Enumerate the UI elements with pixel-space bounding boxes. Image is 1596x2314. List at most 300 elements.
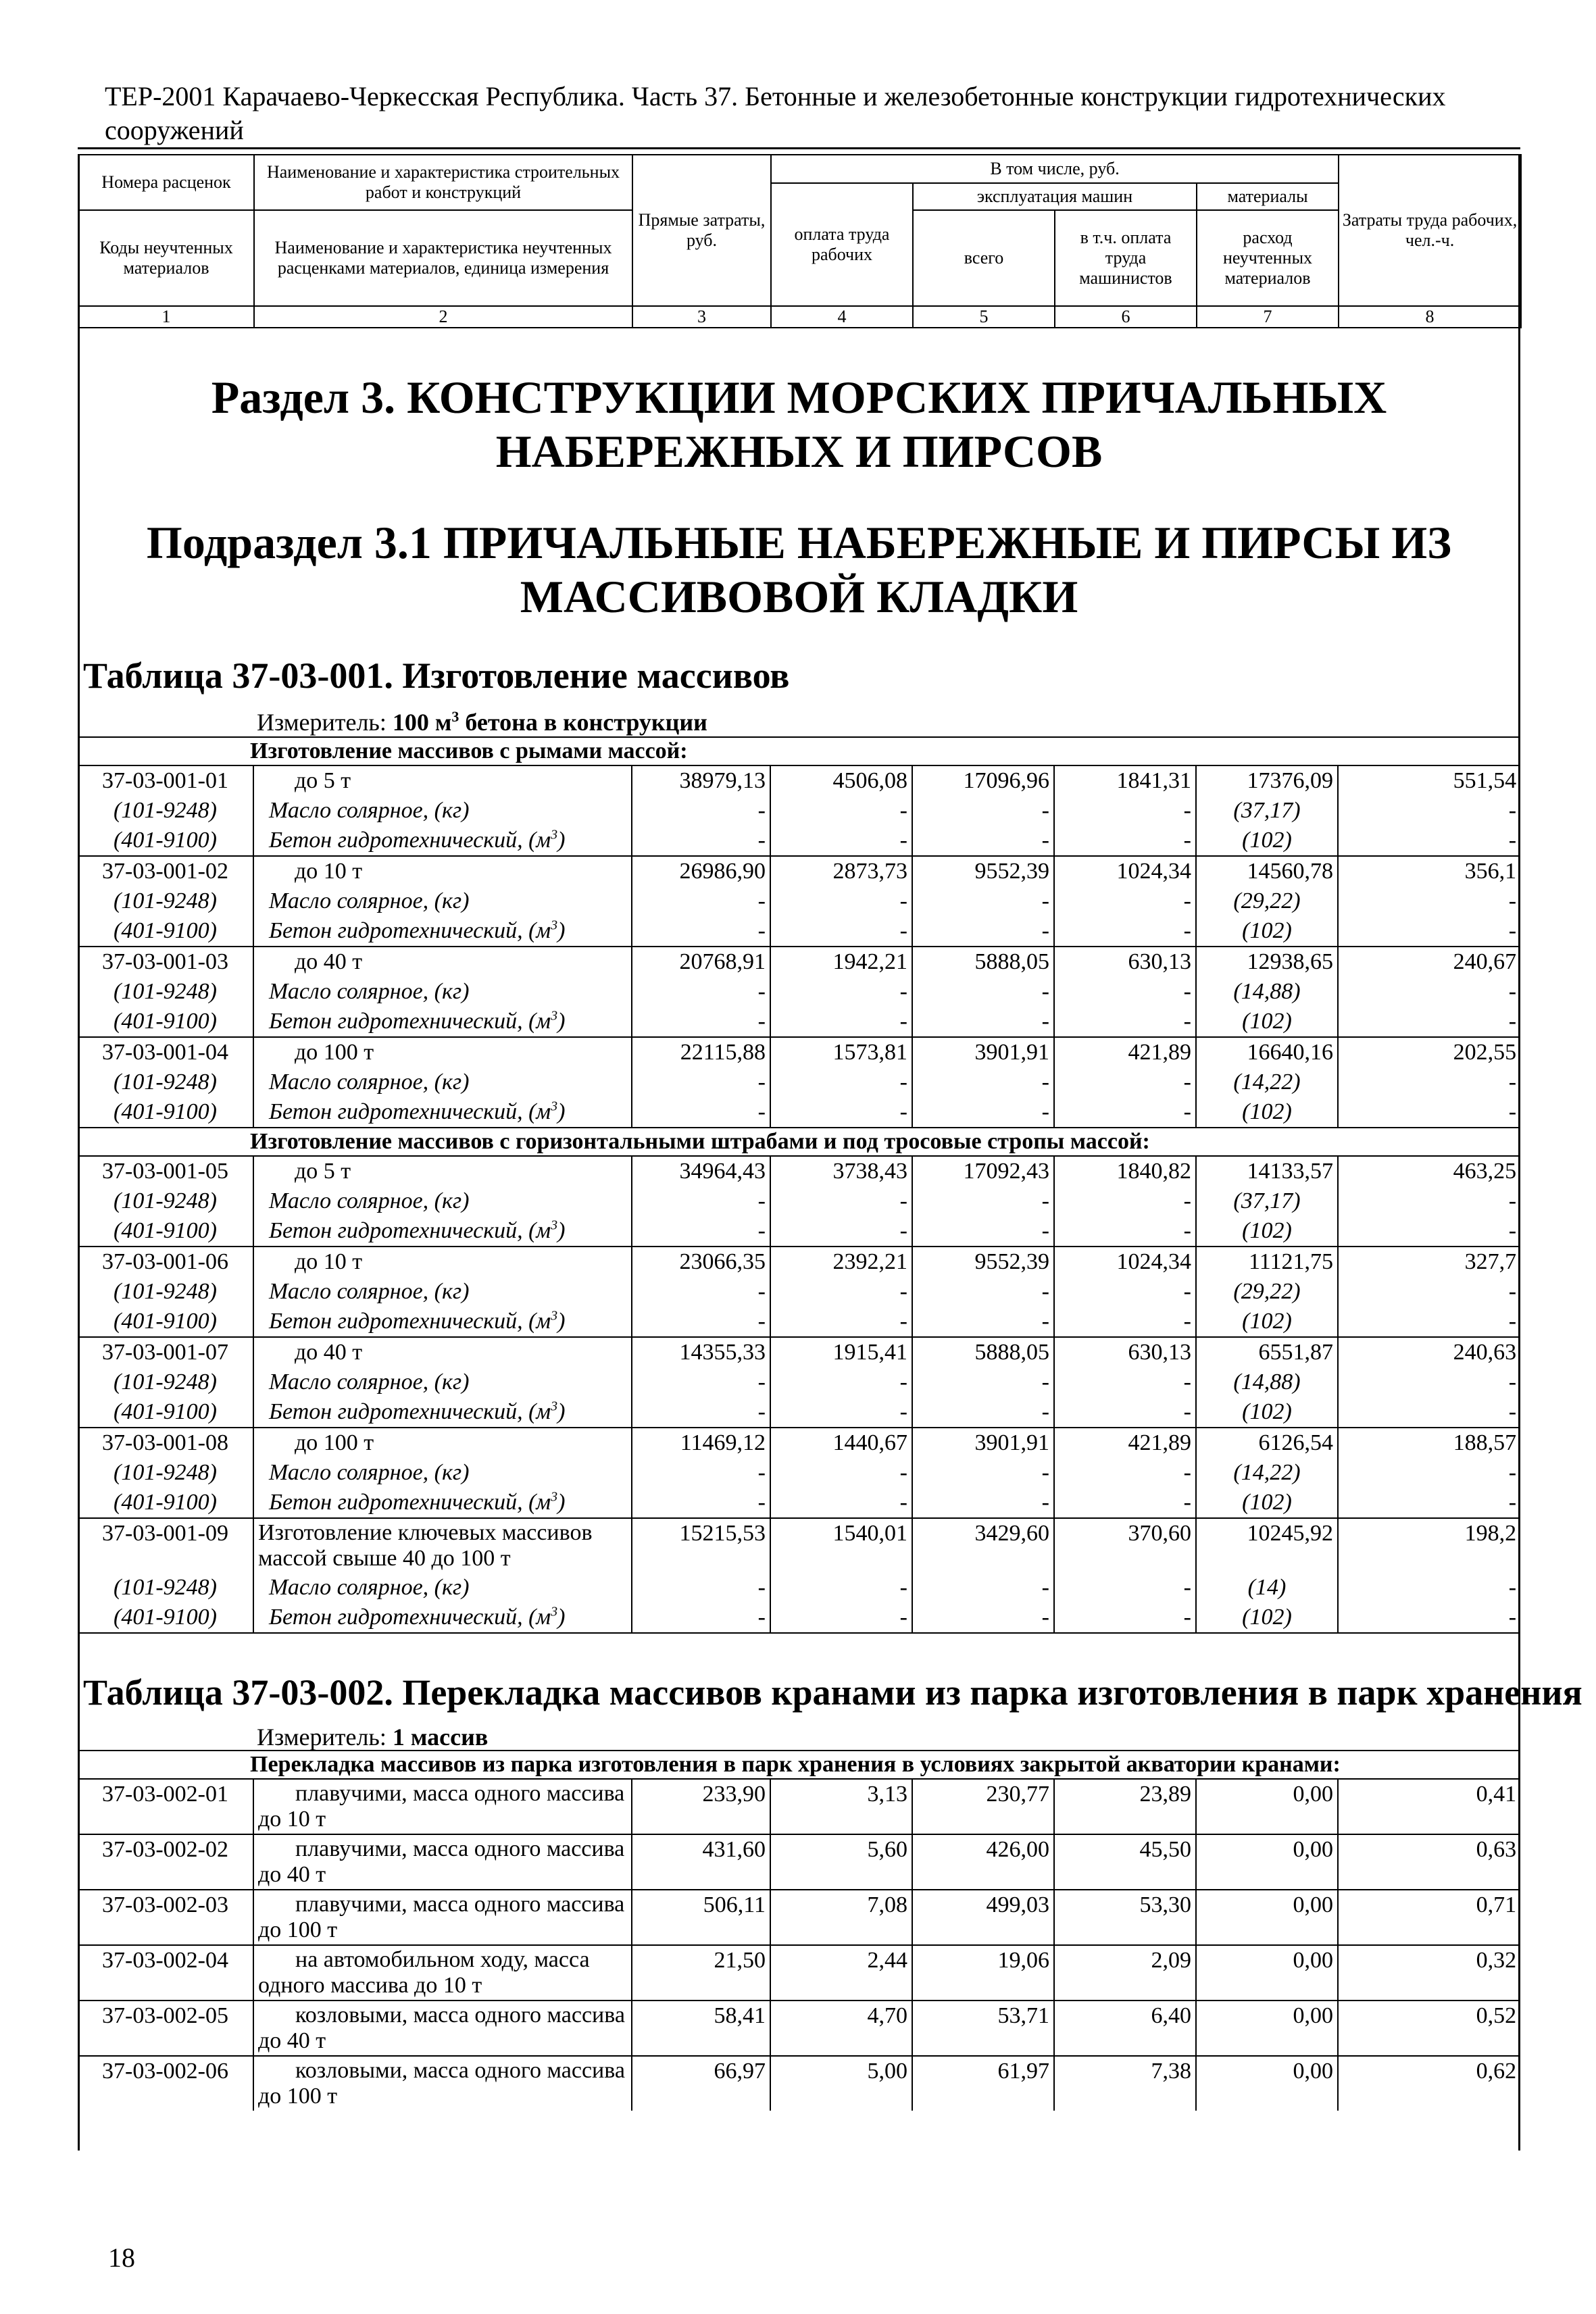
group-heading: Перекладка массивов из парка изготовления в парк хранения в условиях закрытой акватории кранами:: [78, 1751, 1520, 1779]
machines-total: 19,06: [912, 1945, 1054, 2001]
labor-hours: 0,63: [1338, 1834, 1520, 1890]
meter-label: Измеритель:: [257, 1724, 386, 1751]
empty-dash: -: [632, 1007, 770, 1037]
machines-total: 3901,91: [912, 1037, 1054, 1067]
labor-pay: 3,13: [770, 1779, 912, 1834]
labor-pay: 1915,41: [770, 1337, 912, 1367]
material-row: [78, 1097, 1520, 1128]
direct-costs: 66,97: [632, 2056, 770, 2111]
material-row: [78, 1007, 1520, 1037]
material-name-text: Бетон гидротехнический, (м: [269, 1605, 551, 1630]
machinists-pay: 421,89: [1054, 1037, 1196, 1067]
header-name-bottom: Наименование и характеристика неучтенных расценками материалов, единица измерения: [254, 210, 632, 306]
empty-dash: -: [632, 977, 770, 1007]
machinists-pay: 630,13: [1054, 1337, 1196, 1367]
material-name: [253, 826, 632, 856]
labor-hours: 240,63: [1338, 1337, 1520, 1367]
header-col-num: 8: [1339, 306, 1521, 328]
material-name-text: Бетон гидротехнический, (м: [269, 1399, 551, 1424]
materials: 12938,65: [1196, 947, 1338, 977]
empty-dash: -: [1054, 1007, 1196, 1037]
material-quantity: (14,88): [1196, 1367, 1338, 1397]
empty-dash: -: [1054, 1603, 1196, 1633]
material-name: Масло солярное, (кг): [253, 1573, 632, 1603]
material-name: Масло солярное, (кг): [253, 1277, 632, 1307]
header-labor-costs: Затраты труда рабочих, чел.-ч.: [1339, 155, 1521, 306]
machinists-pay: 53,30: [1054, 1890, 1196, 1945]
empty-dash: -: [1054, 1573, 1196, 1603]
direct-costs: 15215,53: [632, 1518, 770, 1573]
empty-dash: -: [770, 1488, 912, 1518]
materials: 0,00: [1196, 1945, 1338, 2001]
header-col-num: 1: [78, 306, 254, 328]
empty-dash: -: [1338, 977, 1520, 1007]
machinists-pay: 370,60: [1054, 1518, 1196, 1573]
machines-total: 17092,43: [912, 1156, 1054, 1186]
material-name: Масло солярное, (кг): [253, 1186, 632, 1216]
rate-code: 37-03-002-05: [78, 2001, 253, 2056]
rate-code: 37-03-001-02: [78, 856, 253, 886]
materials: 0,00: [1196, 1779, 1338, 1834]
empty-dash: -: [1338, 886, 1520, 916]
empty-dash: -: [1054, 1097, 1196, 1128]
material-quantity: (29,22): [1196, 1277, 1338, 1307]
empty-dash: -: [1338, 1277, 1520, 1307]
empty-dash: -: [632, 1216, 770, 1247]
empty-dash: -: [632, 1458, 770, 1488]
unit-exponent: 3: [551, 1099, 558, 1114]
empty-dash: -: [1338, 1603, 1520, 1633]
machines-total: 499,03: [912, 1890, 1054, 1945]
material-name: Масло солярное, (кг): [253, 796, 632, 826]
empty-dash: -: [1054, 1458, 1196, 1488]
header-col-num: 2: [254, 306, 632, 328]
empty-dash: -: [1054, 1277, 1196, 1307]
empty-dash: -: [1338, 1458, 1520, 1488]
materials: 10245,92: [1196, 1518, 1338, 1573]
empty-dash: -: [1054, 826, 1196, 856]
machines-total: 5888,05: [912, 1337, 1054, 1367]
material-name: [253, 1007, 632, 1037]
page-number: 18: [108, 2242, 135, 2273]
material-row: [78, 1603, 1520, 1633]
material-quantity: (37,17): [1196, 1186, 1338, 1216]
empty-dash: -: [1338, 1397, 1520, 1428]
material-name-text: Бетон гидротехнический, (м: [269, 828, 551, 853]
empty-dash: -: [1338, 1097, 1520, 1128]
empty-dash: -: [912, 1186, 1054, 1216]
unit-exponent: 3: [551, 1399, 558, 1414]
machinists-pay: 1024,34: [1054, 856, 1196, 886]
material-quantity: (102): [1196, 1307, 1338, 1337]
unit-close: ): [557, 1218, 566, 1243]
machinists-pay: 1840,82: [1054, 1156, 1196, 1186]
labor-pay: 7,08: [770, 1890, 912, 1945]
material-name: Масло солярное, (кг): [253, 886, 632, 916]
header-machines: эксплуатация машин: [913, 183, 1197, 210]
material-name-text: Бетон гидротехнический, (м: [269, 1218, 551, 1243]
rate-name: плавучими, масса одного массива до 40 т: [253, 1834, 632, 1890]
header-name-top: Наименование и характеристика строительных работ и конструкций: [254, 155, 632, 210]
material-code: (401-9100): [114, 918, 217, 943]
meter-rest: бетона в конструкции: [459, 709, 707, 736]
materials: 6126,54: [1196, 1428, 1338, 1458]
materials: 0,00: [1196, 2001, 1338, 2056]
empty-dash: -: [770, 1573, 912, 1603]
material-row: [78, 1307, 1520, 1337]
empty-dash: -: [1338, 1007, 1520, 1037]
direct-costs: 431,60: [632, 1834, 770, 1890]
rate-code: 37-03-002-04: [78, 1945, 253, 2001]
rate-code: 37-03-001-07: [78, 1337, 253, 1367]
direct-costs: 22115,88: [632, 1037, 770, 1067]
header-rule: [78, 147, 1520, 149]
material-name: [253, 916, 632, 947]
material-code: (101-9248): [114, 979, 217, 1004]
table-row: [78, 1779, 1520, 1834]
table1-title: Таблица 37-03-001. Изготовление массивов: [83, 655, 790, 696]
machines-total: 5888,05: [912, 947, 1054, 977]
empty-dash: -: [1338, 1307, 1520, 1337]
rate-code: 37-03-002-06: [78, 2056, 253, 2111]
material-row: [78, 916, 1520, 947]
material-code: (401-9100): [114, 1309, 217, 1334]
labor-hours: 463,25: [1338, 1156, 1520, 1186]
empty-dash: -: [1338, 1186, 1520, 1216]
empty-dash: -: [632, 1367, 770, 1397]
unit-exponent: 3: [551, 1217, 558, 1233]
empty-dash: -: [1054, 1307, 1196, 1337]
material-code: (401-9100): [114, 828, 217, 853]
meter-value: 100 м: [392, 709, 452, 736]
empty-dash: -: [912, 1097, 1054, 1128]
material-row: [78, 1458, 1520, 1488]
direct-costs: 21,50: [632, 1945, 770, 2001]
material-row: [78, 1216, 1520, 1247]
labor-hours: 551,54: [1338, 765, 1520, 796]
empty-dash: -: [1338, 796, 1520, 826]
material-code: (401-9100): [114, 1399, 217, 1424]
empty-dash: -: [1054, 977, 1196, 1007]
section-title: Раздел 3. КОНСТРУКЦИИ МОРСКИХ ПРИЧАЛЬНЫХ НАБЕРЕЖНЫХ И ПИРСОВ: [211, 372, 1387, 477]
empty-dash: -: [1338, 1573, 1520, 1603]
unit-exponent: 3: [551, 1308, 558, 1324]
empty-dash: -: [632, 1097, 770, 1128]
material-row: [78, 1186, 1520, 1216]
empty-dash: -: [912, 1067, 1054, 1097]
empty-dash: -: [1338, 1216, 1520, 1247]
unit-close: ): [557, 828, 566, 853]
unit-close: ): [557, 1399, 566, 1424]
table2-meter: [257, 1723, 1507, 1751]
group-heading: Изготовление массивов с горизонтальными штрабами и под тросовые стропы массой:: [78, 1128, 1520, 1156]
material-name: Масло солярное, (кг): [253, 1458, 632, 1488]
empty-dash: -: [1338, 1067, 1520, 1097]
labor-pay: 3738,43: [770, 1156, 912, 1186]
materials: 14560,78: [1196, 856, 1338, 886]
rate-name: козловыми, масса одного массива до 100 т: [253, 2056, 632, 2111]
empty-dash: -: [912, 796, 1054, 826]
unit-close: ): [557, 1009, 566, 1034]
rate-code: 37-03-002-03: [78, 1890, 253, 1945]
empty-dash: -: [632, 916, 770, 947]
empty-dash: -: [632, 886, 770, 916]
labor-pay: 4506,08: [770, 765, 912, 796]
empty-dash: -: [912, 826, 1054, 856]
labor-hours: 0,71: [1338, 1890, 1520, 1945]
labor-pay: 4,70: [770, 2001, 912, 2056]
empty-dash: -: [770, 1367, 912, 1397]
material-quantity: (102): [1196, 1097, 1338, 1128]
material-quantity: (102): [1196, 1603, 1338, 1633]
empty-dash: -: [632, 1573, 770, 1603]
rate-name: до 100 т: [253, 1037, 632, 1067]
material-code: (401-9100): [114, 1009, 217, 1034]
empty-dash: -: [1338, 916, 1520, 947]
direct-costs: 233,90: [632, 1779, 770, 1834]
material-quantity: (14,88): [1196, 977, 1338, 1007]
empty-dash: -: [912, 1277, 1054, 1307]
materials: 14133,57: [1196, 1156, 1338, 1186]
material-row: [78, 1488, 1520, 1518]
material-code: (401-9100): [78, 1603, 253, 1633]
material-name: [253, 1397, 632, 1428]
empty-dash: -: [912, 1458, 1054, 1488]
header-machinists-pay: в т.ч. оплата труда машинистов: [1055, 210, 1197, 306]
material-quantity: (102): [1196, 1216, 1338, 1247]
labor-hours: 0,32: [1338, 1945, 1520, 2001]
table-frame: [78, 154, 1582, 2150]
header-materials: материалы: [1197, 183, 1339, 210]
group-heading-row: [78, 737, 1520, 765]
unit-close: ): [557, 1099, 566, 1124]
empty-dash: -: [912, 916, 1054, 947]
empty-dash: -: [770, 1277, 912, 1307]
machines-total: 3901,91: [912, 1428, 1054, 1458]
rate-name: до 5 т: [253, 1156, 632, 1186]
material-row: [78, 977, 1520, 1007]
rate-name: до 100 т: [253, 1428, 632, 1458]
material-quantity: (102): [1196, 1397, 1338, 1428]
material-quantity: (14,22): [1196, 1067, 1338, 1097]
materials: 0,00: [1196, 1890, 1338, 1945]
empty-dash: -: [912, 1603, 1054, 1633]
machines-total: 61,97: [912, 2056, 1054, 2111]
direct-costs: 20768,91: [632, 947, 770, 977]
empty-dash: -: [1054, 1216, 1196, 1247]
material-quantity: (102): [1196, 916, 1338, 947]
machines-total: 3429,60: [912, 1518, 1054, 1573]
table2-title: Таблица 37-03-002. Перекладка массивов кранами из парка изготовления в парк хранения: [83, 1672, 1582, 1713]
empty-dash: -: [912, 1007, 1054, 1037]
material-code: (101-9248): [114, 1279, 217, 1304]
labor-hours: 356,1: [1338, 856, 1520, 886]
direct-costs: 11469,12: [632, 1428, 770, 1458]
table-row: [78, 1428, 1520, 1458]
labor-pay: 5,60: [770, 1834, 912, 1890]
empty-dash: -: [770, 1397, 912, 1428]
table-row: [78, 2056, 1520, 2111]
empty-dash: -: [632, 826, 770, 856]
material-name: [253, 1603, 632, 1633]
empty-dash: -: [1054, 796, 1196, 826]
direct-costs: 14355,33: [632, 1337, 770, 1367]
empty-dash: -: [632, 1067, 770, 1097]
direct-costs: 38979,13: [632, 765, 770, 796]
empty-dash: -: [632, 1307, 770, 1337]
material-row: [78, 886, 1520, 916]
table-row: [78, 1037, 1520, 1067]
header-col-num: 6: [1055, 306, 1197, 328]
empty-dash: -: [1054, 1367, 1196, 1397]
empty-dash: -: [1054, 916, 1196, 947]
material-code: (401-9100): [114, 1218, 217, 1243]
material-name-text: Бетон гидротехнический, (м: [269, 1490, 551, 1515]
labor-hours: 198,2: [1338, 1518, 1520, 1573]
empty-dash: -: [770, 826, 912, 856]
labor-hours: 202,55: [1338, 1037, 1520, 1067]
material-name: [253, 1097, 632, 1128]
direct-costs: 26986,90: [632, 856, 770, 886]
machinists-pay: 45,50: [1054, 1834, 1196, 1890]
table-row: [78, 1890, 1520, 1945]
material-row: [78, 1067, 1520, 1097]
machinists-pay: 630,13: [1054, 947, 1196, 977]
material-name-text: Бетон гидротехнический, (м: [269, 1099, 551, 1124]
empty-dash: -: [1338, 826, 1520, 856]
labor-hours: 188,57: [1338, 1428, 1520, 1458]
machines-total: 9552,39: [912, 856, 1054, 886]
labor-pay: 1440,67: [770, 1428, 912, 1458]
material-name: [253, 1307, 632, 1337]
empty-dash: -: [632, 1603, 770, 1633]
unit-exponent: 3: [551, 1489, 558, 1505]
table-row: [78, 765, 1520, 796]
group-heading-row: [78, 1751, 1520, 1779]
material-row: [78, 796, 1520, 826]
material-quantity: (14,22): [1196, 1458, 1338, 1488]
machines-total: 230,77: [912, 1779, 1054, 1834]
labor-hours: 240,67: [1338, 947, 1520, 977]
material-row: [78, 826, 1520, 856]
empty-dash: -: [770, 916, 912, 947]
direct-costs: 58,41: [632, 2001, 770, 2056]
unit-close: ): [557, 918, 566, 943]
empty-dash: -: [770, 1067, 912, 1097]
table1-body: [78, 736, 1520, 1634]
material-row: [78, 1277, 1520, 1307]
unit-close: ): [557, 1490, 566, 1515]
material-code: (101-9248): [114, 1070, 217, 1095]
empty-dash: -: [912, 886, 1054, 916]
material-quantity: (29,22): [1196, 886, 1338, 916]
rate-code: 37-03-001-04: [78, 1037, 253, 1067]
empty-dash: -: [1054, 886, 1196, 916]
header-col-num: 4: [771, 306, 913, 328]
unit-exponent: 3: [551, 1604, 558, 1619]
material-quantity: (102): [1196, 826, 1338, 856]
subsection-title: Подраздел 3.1 ПРИЧАЛЬНЫЕ НАБЕРЕЖНЫЕ И ПИРСЫ ИЗ МАССИВОВОЙ КЛАДКИ: [146, 517, 1452, 622]
machinists-pay: 6,40: [1054, 2001, 1196, 2056]
header-col-num: 3: [632, 306, 771, 328]
material-row: [78, 1397, 1520, 1428]
material-row: [78, 1573, 1520, 1603]
rate-code: 37-03-001-05: [78, 1156, 253, 1186]
machinists-pay: 1024,34: [1054, 1247, 1196, 1277]
machines-total: 9552,39: [912, 1247, 1054, 1277]
meter-unit-exponent: 3: [451, 708, 459, 725]
empty-dash: -: [770, 1458, 912, 1488]
material-quantity: (102): [1196, 1488, 1338, 1518]
material-name: [253, 1488, 632, 1518]
rate-name: до 10 т: [253, 856, 632, 886]
rate-name: плавучими, масса одного массива до 10 т: [253, 1779, 632, 1834]
table2-body: [78, 1750, 1520, 2111]
header-col-num: 5: [913, 306, 1055, 328]
labor-pay: 1573,81: [770, 1037, 912, 1067]
machines-total: 426,00: [912, 1834, 1054, 1890]
rate-code: 37-03-002-01: [78, 1779, 253, 1834]
empty-dash: -: [912, 1367, 1054, 1397]
materials: 0,00: [1196, 1834, 1338, 1890]
table-row: [78, 1518, 1520, 1573]
materials: 17376,09: [1196, 765, 1338, 796]
table-row: [78, 2001, 1520, 2056]
machines-total: 53,71: [912, 2001, 1054, 2056]
rate-name: на автомобильном ходу, масса одного массива до 10 т: [253, 1945, 632, 2001]
material-name: Масло солярное, (кг): [253, 1367, 632, 1397]
empty-dash: -: [770, 1186, 912, 1216]
rate-name: до 10 т: [253, 1247, 632, 1277]
machinists-pay: 23,89: [1054, 1779, 1196, 1834]
empty-dash: -: [1054, 1488, 1196, 1518]
rate-code: 37-03-001-06: [78, 1247, 253, 1277]
unit-exponent: 3: [551, 917, 558, 933]
empty-dash: -: [770, 977, 912, 1007]
labor-hours: 0,41: [1338, 1779, 1520, 1834]
material-code: (101-9248): [114, 1460, 217, 1485]
empty-dash: -: [1054, 1186, 1196, 1216]
unit-exponent: 3: [551, 827, 558, 842]
material-code: (101-9248): [114, 1369, 217, 1394]
material-quantity: (37,17): [1196, 796, 1338, 826]
material-code: (101-9248): [114, 888, 217, 913]
labor-hours: 327,7: [1338, 1247, 1520, 1277]
unit-close: ): [557, 1309, 566, 1334]
empty-dash: -: [770, 886, 912, 916]
material-code: (101-9248): [114, 798, 217, 823]
empty-dash: -: [632, 796, 770, 826]
labor-pay: 5,00: [770, 2056, 912, 2111]
rate-code: 37-03-001-01: [78, 765, 253, 796]
header-machines-total: всего: [913, 210, 1055, 306]
labor-pay: 2873,73: [770, 856, 912, 886]
header-code-bottom: Коды неучтенных материалов: [78, 210, 254, 306]
machinists-pay: 2,09: [1054, 1945, 1196, 2001]
direct-costs: 34964,43: [632, 1156, 770, 1186]
material-name: Масло солярное, (кг): [253, 1067, 632, 1097]
running-header: ТЕР-2001 Карачаево-Черкесская Республика. Часть 37. Бетонные и железобетонные конструкции гидротехнических сооружений: [105, 81, 1446, 145]
table-row: [78, 856, 1520, 886]
machinists-pay: 7,38: [1054, 2056, 1196, 2111]
meter-label: Измеритель:: [257, 709, 386, 736]
rate-code: 37-03-002-02: [78, 1834, 253, 1890]
unit-close: ): [557, 1605, 566, 1630]
header-labor-pay: оплата труда рабочих: [771, 183, 913, 306]
materials: 6551,87: [1196, 1337, 1338, 1367]
rate-name: до 40 т: [253, 947, 632, 977]
empty-dash: -: [770, 796, 912, 826]
